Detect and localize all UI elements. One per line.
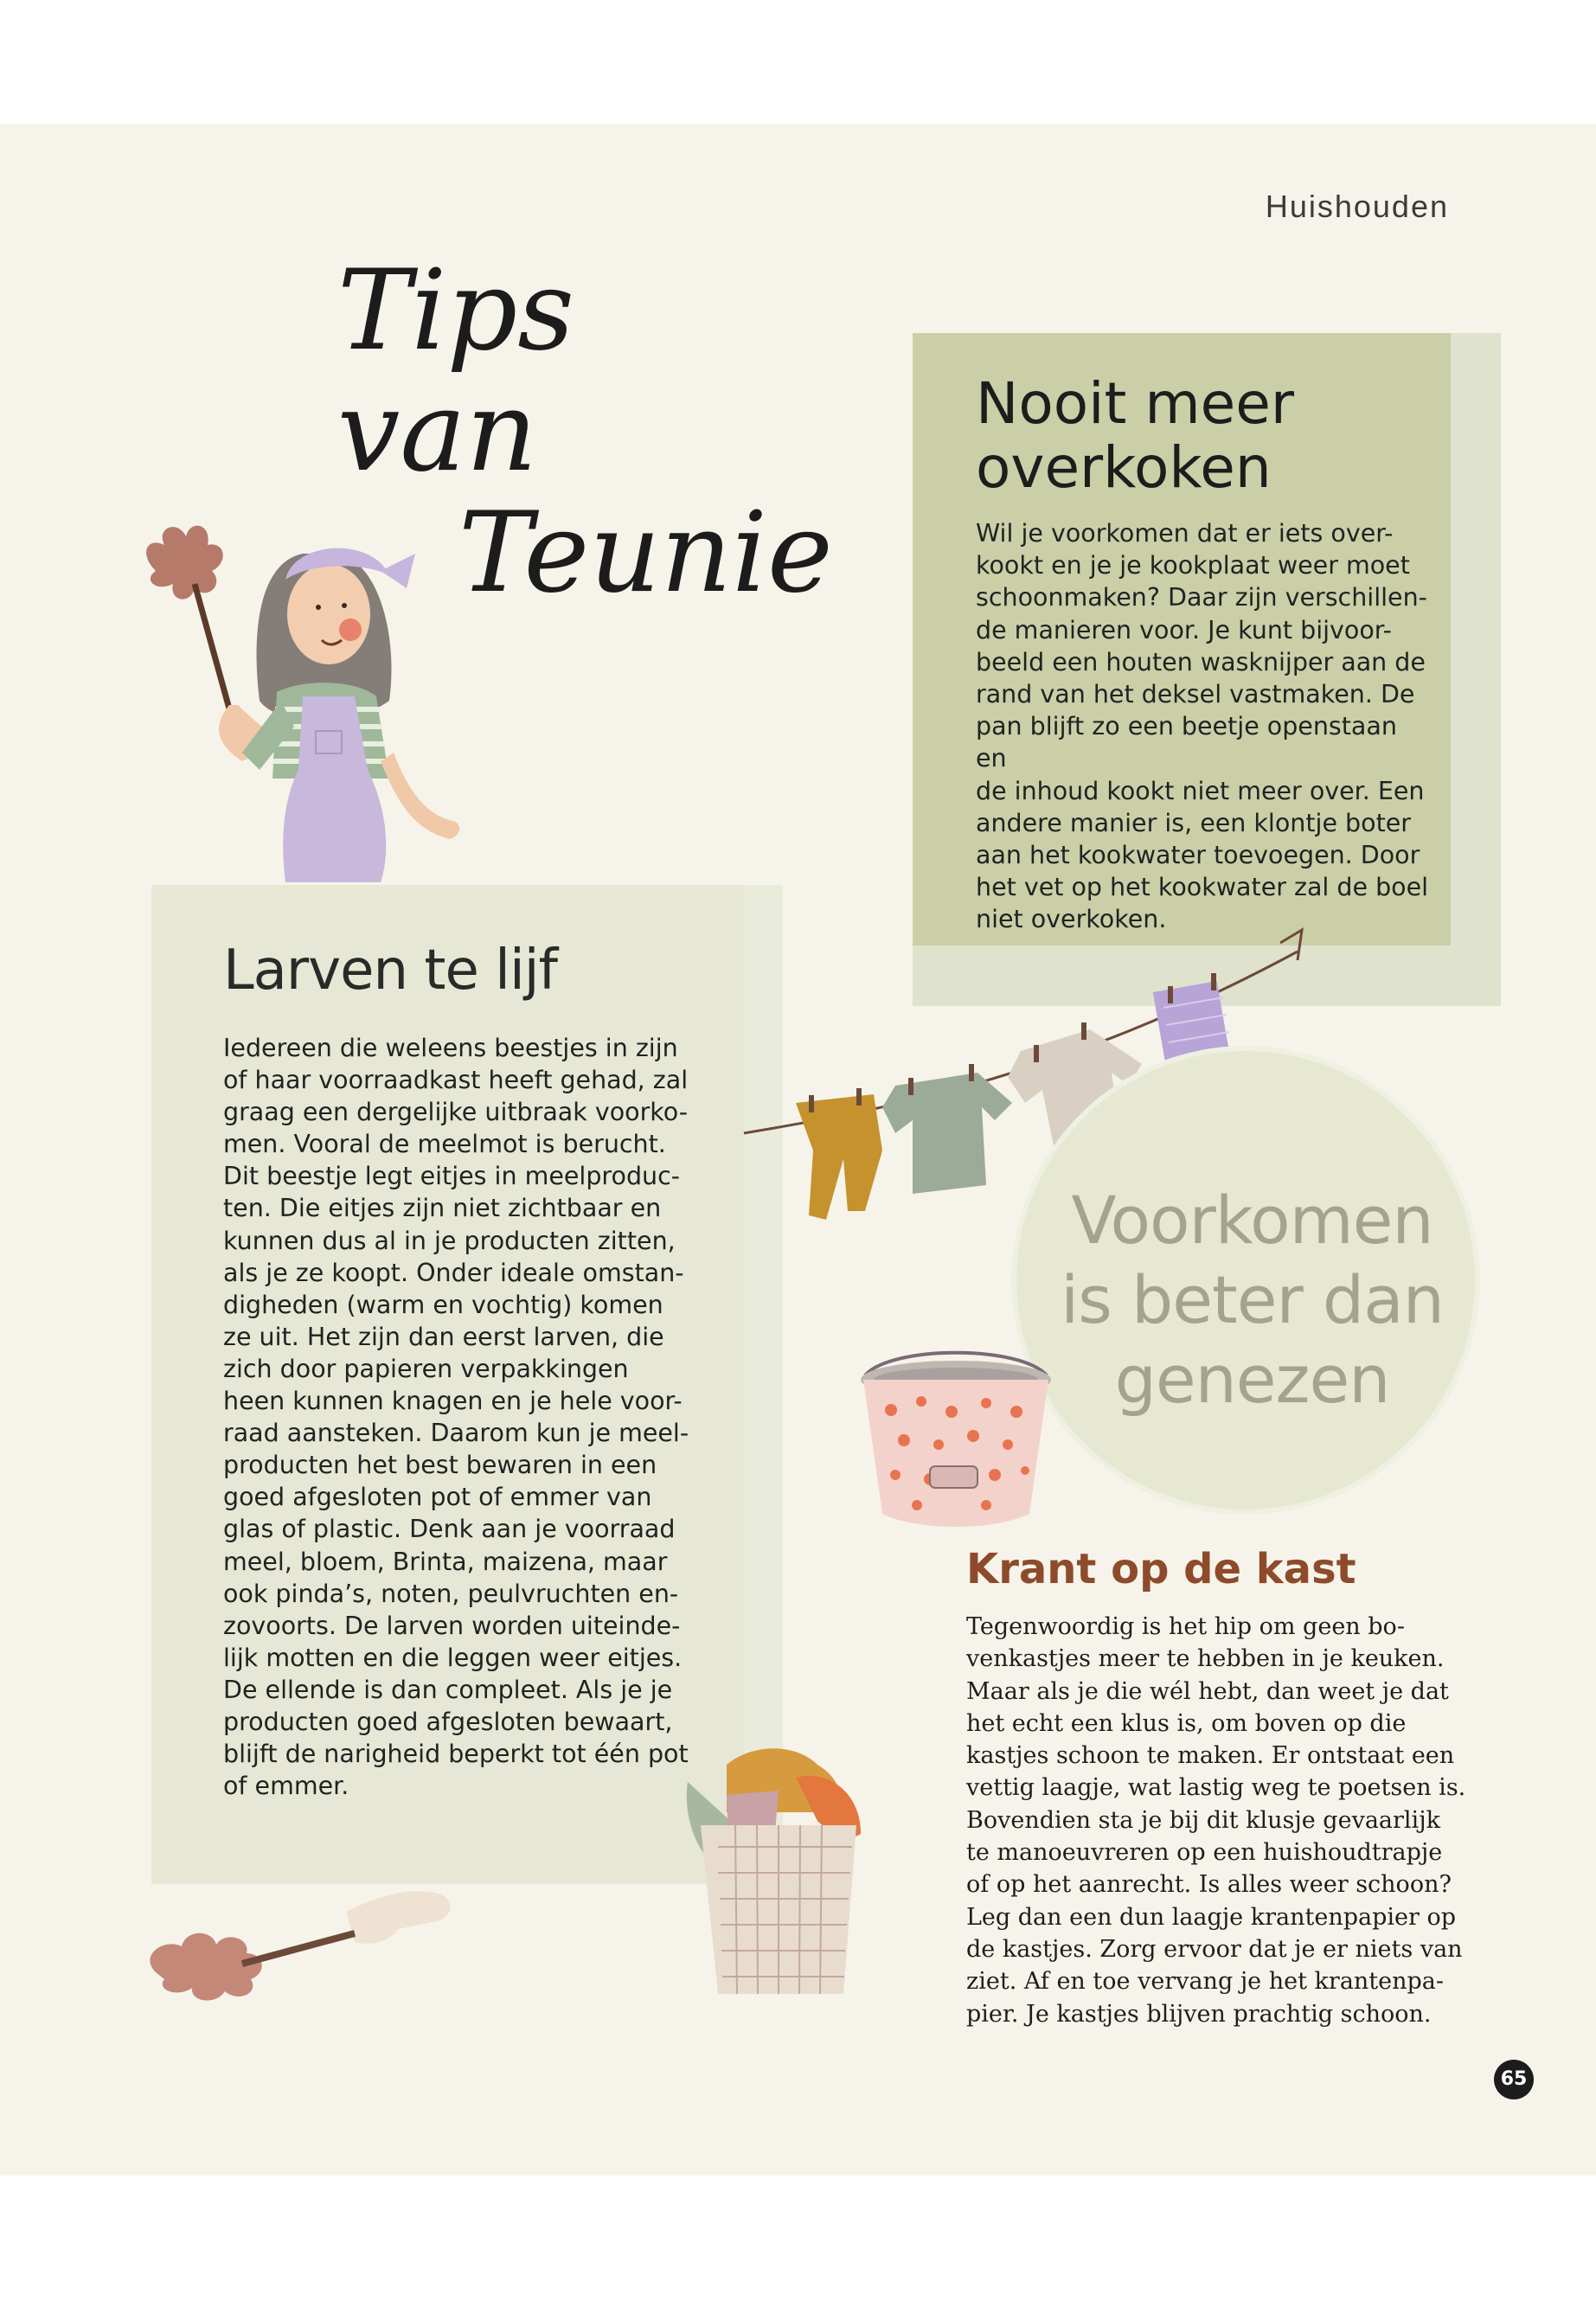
laundry-basket-illustration bbox=[675, 1747, 882, 1998]
nooit-heading: Nooit meer overkoken bbox=[976, 370, 1294, 501]
krant-heading: Krant op de kast bbox=[966, 1545, 1356, 1593]
pants-icon bbox=[796, 1094, 882, 1220]
page-number: 65 bbox=[1494, 2060, 1534, 2099]
title-line-1: Tips van bbox=[337, 247, 574, 497]
woman-with-duster-illustration bbox=[130, 502, 528, 882]
tshirt-icon bbox=[882, 1073, 1012, 1194]
larven-heading: Larven te lijf bbox=[223, 939, 558, 1003]
bucket-illustration bbox=[856, 1349, 1055, 1531]
section-tag: Huishouden bbox=[1265, 189, 1449, 224]
larven-body: Iedereen die weleens beestjes in zijn of haar voorraadkast heeft gehad, zal graag een dergelijke uitbraak voorko- men. Vooral de meelmot is berucht. Dit beestje legt eitjes in meelproduc- ten. Die eitjes zijn niet zichtbaar en kunnen dus al in je producten zitten, als je ze koopt. Onder ideale omstan- digheden (warm en vochtig) komen ze uit. Het zijn dan eerst larven, die zich door papieren verpakkingen heen kunnen knagen en je hele voor- raad aansteken. Daarom kun je meel- producten het best bewaren in een goed afgesloten pot of emmer van glas of plastic. Denk aan je voorraad meel, bloem, Brinta, maizena, maar ook pinda’s, noten, peulvruchten en- zovoorts. De larven worden uiteinde- lijk motten en die leggen weer eitjes. De ellende is dan compleet. Als je je producten goed afgesloten bewaart, blijft de narigheid beperkt tot één pot of emmer. bbox=[223, 1034, 689, 1801]
feather-duster-icon bbox=[146, 526, 232, 718]
quote-text: Voorkomen is beter dan genezen bbox=[1061, 1182, 1444, 1418]
hand-duster-illustration bbox=[138, 1860, 484, 2007]
title-line-2: Teunie bbox=[458, 489, 833, 618]
krant-body: Tegenwoordig is het hip om geen bo- venkastjes meer te hebben in je keuken. Maar als je die wél hebt, dan weet je dat het echt een klus is, om boven op die kastjes schoon te maken. Er ontstaat een vettig laagje, wat lastig weg te poetsen is. Bovendien sta je bij dit klusje gevaarlijk te manoeuvreren op een huishoudtrapje of op het aanrecht. Is alles weer schoon? Leg dan een dun laagje krantenpapier op de kastjes. Zorg ervoor dat je er niets van ziet. Af en toe vervang je het krantenpa- pier. Je kastjes blijven prachtig schoon. bbox=[966, 1613, 1466, 2028]
nooit-body: Wil je voorkomen dat er iets over- kookt en je je kookplaat weer moet schoonmaken? Daar zijn verschillen- de manieren voor. Je kunt bijvoor- beeld een houten wasknijper aan de rand van het deksel vastmaken. De pan blijft zo een beetje openstaan en de inhoud kookt niet meer over. Een andere manier is, een klontje boter aan het kookwater toevoegen. Door het vet op het kookwater zal de boel niet overkoken. bbox=[976, 519, 1429, 934]
